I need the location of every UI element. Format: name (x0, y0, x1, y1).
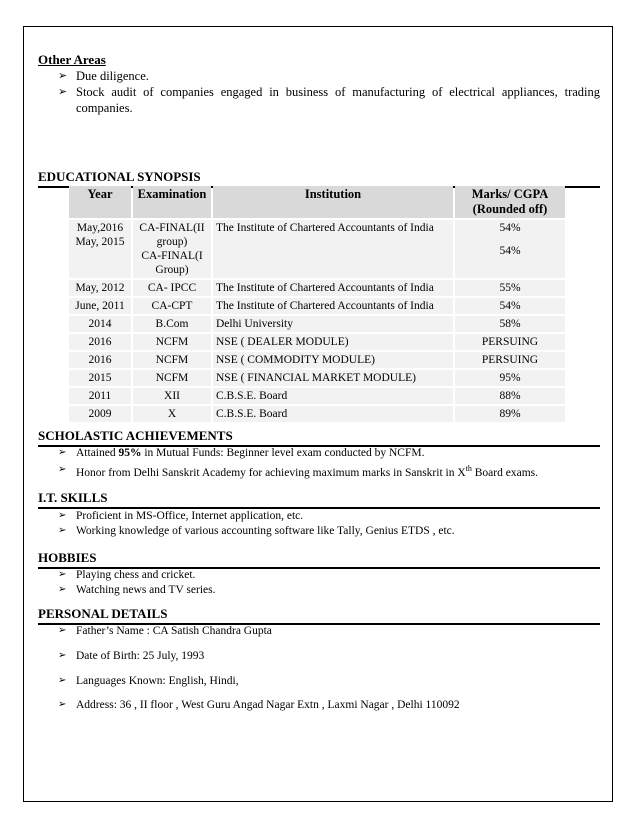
list-item-text: Father’s Name : CA Satish Chandra Gupta (76, 625, 272, 637)
year-cell: 2016 (69, 352, 131, 368)
table-row (69, 316, 565, 332)
arrow-bullet-icon: ➢ (58, 70, 68, 82)
marks-cell: 58% (455, 316, 565, 332)
marks-value: 54% (499, 245, 521, 257)
table-row (69, 298, 565, 314)
arrow-bullet-icon: ➢ (58, 510, 67, 521)
arrow-bullet-icon: ➢ (58, 650, 67, 661)
exam-value: CA-FINAL(I Group) (141, 250, 203, 276)
year-cell: June, 2011 (69, 298, 131, 314)
arrow-bullet-icon: ➢ (58, 625, 67, 636)
exam-cell: NCFM (133, 352, 211, 368)
arrow-bullet-icon: ➢ (58, 675, 67, 686)
list-item-text: Due diligence. (76, 69, 149, 83)
institution-cell: The Institute of Chartered Accountants of India (213, 280, 453, 296)
arrow-bullet-icon: ➢ (58, 525, 67, 536)
marks-cell: 95% (455, 370, 565, 386)
list-item-text: Honor from Delhi Sanskrit Academy for achieving maximum marks in Sanskrit in Xth Board exams. (76, 464, 538, 479)
list-item-text: Working knowledge of various accounting software like Tally, Genius ETDS , etc. (76, 525, 455, 537)
exam-cell: X (133, 406, 211, 422)
institution-cell: NSE ( COMMODITY MODULE) (213, 352, 453, 368)
other-areas-title: Other Areas (38, 52, 106, 67)
exam-value: CA-FINAL(II group) (139, 222, 205, 248)
personal-section-title: PERSONAL DETAILS (38, 606, 600, 625)
exam-cell: NCFM (133, 370, 211, 386)
list-item-text: Playing chess and cricket. (76, 569, 196, 581)
list-item (58, 84, 600, 116)
year-cell: 2011 (69, 388, 131, 404)
year-cell: 2016 (69, 334, 131, 350)
list-item-text: Languages Known: English, Hindi, (76, 675, 239, 687)
marks-cell: 54% (455, 298, 565, 314)
exam-cell: B.Com (133, 316, 211, 332)
exam-cell: CA-CPT (133, 298, 211, 314)
education-section-title: EDUCATIONAL SYNOPSIS (38, 169, 600, 188)
exam-cell: NCFM (133, 334, 211, 350)
institution-cell: NSE ( DEALER MODULE) (213, 334, 453, 350)
arrow-bullet-icon: ➢ (58, 699, 67, 710)
list-item-text: Proficient in MS-Office, Internet application, etc. (76, 510, 304, 522)
table-row (69, 220, 565, 278)
table-row (69, 370, 565, 386)
list-item-text: Address: 36 , II floor , West Guru Angad Nagar Extn , Laxmi Nagar , Delhi 110092 (76, 699, 460, 711)
header-marks: Marks/ CGPA (Rounded off) (455, 186, 565, 218)
table-row (69, 280, 565, 296)
scholastic-section-title: SCHOLASTIC ACHIEVEMENTS (38, 428, 600, 447)
list-item-text: Attained 95% in Mutual Funds: Beginner level exam conducted by NCFM. (76, 447, 425, 459)
exam-cell: CA- IPCC (133, 280, 211, 296)
marks-value: 54% (499, 222, 521, 234)
institution-cell: C.B.S.E. Board (213, 388, 453, 404)
year-cell: 2009 (69, 406, 131, 422)
institution-cell: The Institute of Chartered Accountants of India (213, 298, 453, 314)
hobbies-section-title: HOBBIES (38, 550, 600, 569)
exam-cell: XII (133, 388, 211, 404)
institution-cell: C.B.S.E. Board (213, 406, 453, 422)
list-item-text: Date of Birth: 25 July, 1993 (76, 650, 205, 662)
year-cell: 2015 (69, 370, 131, 386)
year-value: May,2016 (76, 222, 124, 234)
arrow-bullet-icon: ➢ (58, 584, 67, 595)
table-row (69, 406, 565, 422)
header-institution: Institution (213, 186, 453, 218)
list-item-text: Watching news and TV series. (76, 584, 216, 596)
table-row (69, 352, 565, 368)
year-cell: May, 2012 (69, 280, 131, 296)
exam-cell (133, 220, 211, 278)
marks-cell: PERSUING (455, 352, 565, 368)
table-row (69, 388, 565, 404)
year-cell: 2014 (69, 316, 131, 332)
list-item-text: Stock audit of companies engaged in business of manufacturing of electrical appliances, trading companies. (76, 85, 600, 115)
institution-cell: The Institute of Chartered Accountants of India (213, 220, 453, 278)
table-header-row (69, 186, 565, 218)
arrow-bullet-icon: ➢ (58, 464, 67, 475)
marks-cell: 89% (455, 406, 565, 422)
arrow-bullet-icon: ➢ (58, 447, 67, 458)
marks-cell: 55% (455, 280, 565, 296)
header-examination: Examination (133, 186, 211, 218)
table-row (69, 334, 565, 350)
marks-cell: PERSUING (455, 334, 565, 350)
it-skills-section-title: I.T. SKILLS (38, 490, 600, 509)
year-value: May, 2015 (75, 236, 125, 248)
institution-cell: Delhi University (213, 316, 453, 332)
education-table (67, 184, 567, 424)
header-year: Year (69, 186, 131, 218)
institution-cell: NSE ( FINANCIAL MARKET MODULE) (213, 370, 453, 386)
arrow-bullet-icon: ➢ (58, 86, 68, 98)
marks-cell: 88% (455, 388, 565, 404)
list-item (58, 68, 600, 84)
arrow-bullet-icon: ➢ (58, 569, 67, 580)
year-cell (69, 220, 131, 278)
marks-cell (455, 220, 565, 278)
